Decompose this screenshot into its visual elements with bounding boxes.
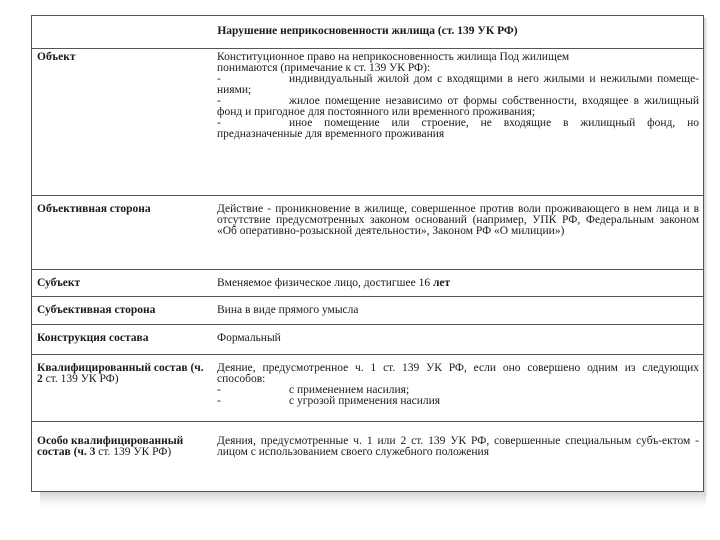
- table-title: Нарушение неприкосновенности жилища (ст. 139 УК РФ): [217, 25, 518, 37]
- row-value: Формальный: [217, 332, 281, 344]
- page-shadow-bottom: [40, 492, 706, 506]
- value-line: Конституционное право на неприкосновенность жилища Под жилищем: [217, 51, 570, 63]
- table-row-object: [32, 48, 703, 195]
- table-row-especially-qualified: [32, 421, 703, 492]
- table-row-subjective-side: [32, 296, 703, 324]
- row-label: Субъективная сторона: [37, 304, 156, 316]
- crime-table: [31, 15, 704, 492]
- bullet-item: - с применением насилия;: [217, 384, 410, 396]
- table-row-subject: [32, 269, 703, 296]
- value-line: понимаются (примечание к ст. 139 УК РФ):: [217, 62, 431, 74]
- bullet-item: - жилое помещение независимо от формы собственности, входящее в жилищный фонд и пригодное для постоянного или временного проживания;: [217, 95, 699, 118]
- row-label: Объект: [37, 51, 76, 63]
- row-label: Конструкция состава: [37, 332, 149, 344]
- row-value: Действие - проникновение в жилище, совершенное против воли проживающего в нем лица и в отсутствие предусмотренных законом оснований (например, УПК РФ, Федеральным законом «Об оперативно-розыскной деятельности», Законом РФ «О милиции»): [217, 203, 699, 237]
- row-value: Вина в виде прямого умысла: [217, 304, 359, 316]
- row-value: [217, 52, 699, 140]
- row-label: Объективная сторона: [37, 203, 151, 215]
- row-label: Особо квалифицированный состав (ч. 3 ст. 139 УК РФ): [37, 435, 184, 458]
- bullet-item: - индивидуальный жилой дом с входящими в него жилыми и нежилыми помеще-ниями;: [217, 73, 699, 96]
- row-value: Деяния, предусмотренные ч. 1 или 2 ст. 139 УК РФ, совершенные специальным субъ-ектом - лицом с использованием своего служебного положения: [217, 435, 699, 458]
- row-label: Субъект: [37, 277, 81, 289]
- row-value: [217, 363, 699, 407]
- bullet-item: - с угрозой применения насилия: [217, 395, 441, 407]
- table-row-objective-side: [32, 195, 703, 269]
- bullet-item: - иное помещение или строение, не входящие в жилищный фонд, но предназначенные для временного проживания: [217, 117, 699, 140]
- table-row-composition: [32, 324, 703, 354]
- table-row-qualified: [32, 354, 703, 421]
- row-value: Вменяемое физическое лицо, достигшее 16 лет: [217, 277, 451, 289]
- row-label: Квалифицированный состав (ч. 2 ст. 139 УК РФ): [37, 362, 204, 385]
- value-line: Деяние, предусмотренное ч. 1 ст. 139 УК РФ, если оно совершено одним из следующих способов:: [217, 362, 699, 385]
- page-shadow-right: [704, 18, 708, 495]
